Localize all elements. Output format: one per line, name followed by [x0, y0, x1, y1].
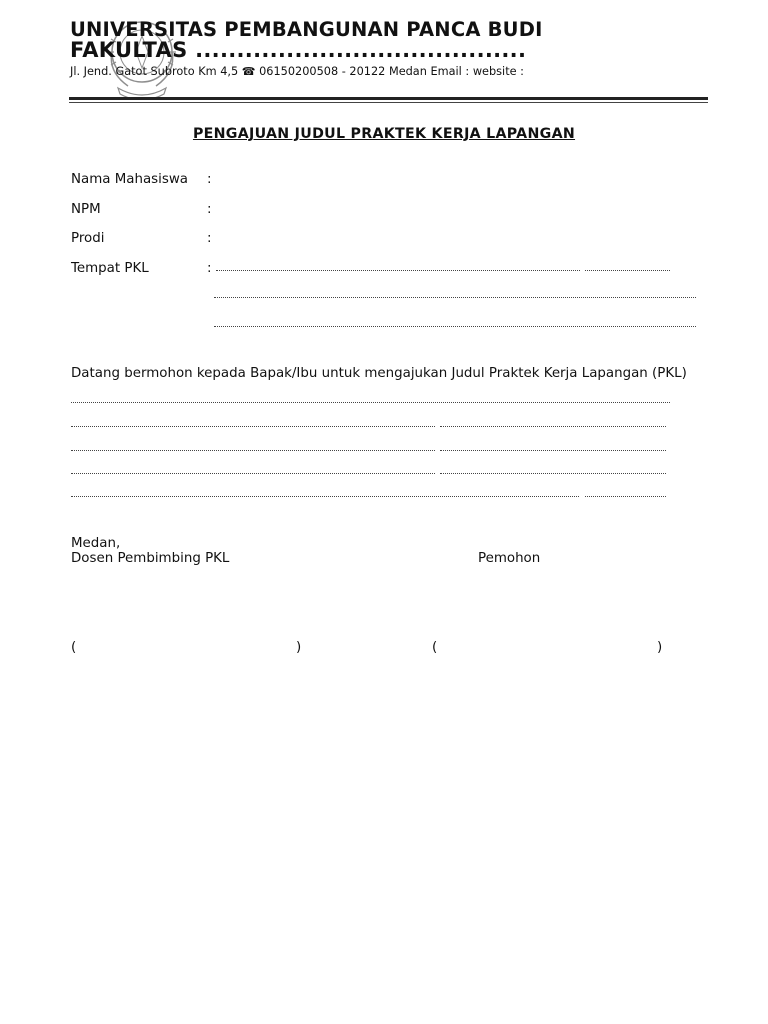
address-line	[70, 65, 524, 78]
applicant-signature-close: )	[657, 640, 663, 655]
document-title: PENGAJUAN JUDUL PRAKTEK KERJA LAPANGAN	[192, 126, 576, 142]
address-contact: 06150200508 - 20122 Medan Email : website :	[259, 65, 524, 78]
faculty-name: FAKULTAS ........................................	[70, 38, 527, 62]
request-statement: Datang bermohon kepada Bapak/Ibu untuk mengajukan Judul Praktek Kerja Lapangan (PKL)	[71, 366, 687, 381]
title-dotted-line[interactable]	[440, 426, 666, 427]
name-colon: :	[207, 172, 212, 187]
address-street: Jl. Jend. Gatot Subroto Km 4,5	[70, 65, 239, 78]
supervisor-label: Dosen Pembimbing PKL	[71, 551, 230, 566]
title-dotted-line[interactable]	[440, 473, 666, 474]
title-dotted-line[interactable]	[440, 450, 666, 451]
place-dotted-line[interactable]	[214, 297, 696, 298]
supervisor-signature-open: (	[71, 640, 77, 655]
name-label: Nama Mahasiswa	[71, 172, 189, 187]
header-divider-thick	[69, 97, 708, 100]
applicant-label: Pemohon	[478, 551, 541, 566]
place-dotted-line[interactable]	[216, 270, 580, 271]
telephone-icon: ☎	[241, 65, 256, 78]
place-label: Tempat PKL	[71, 261, 149, 276]
title-dotted-line[interactable]	[585, 496, 666, 497]
header-divider-thin	[69, 102, 708, 103]
prodi-label: Prodi	[71, 231, 105, 246]
title-dotted-line[interactable]	[71, 473, 435, 474]
place-dotted-line[interactable]	[585, 270, 670, 271]
npm-colon: :	[207, 202, 212, 217]
place-dotted-line[interactable]	[214, 326, 696, 327]
city-label: Medan,	[71, 536, 121, 551]
applicant-signature-open: (	[432, 640, 438, 655]
title-dotted-line[interactable]	[71, 402, 670, 403]
prodi-colon: :	[207, 231, 212, 246]
title-dotted-line[interactable]	[71, 496, 579, 497]
university-name: UNIVERSITAS PEMBANGUNAN PANCA BUDI	[70, 18, 543, 41]
place-colon: :	[207, 261, 212, 276]
title-dotted-line[interactable]	[71, 426, 435, 427]
title-dotted-line[interactable]	[71, 450, 435, 451]
supervisor-signature-close: )	[296, 640, 302, 655]
npm-label: NPM	[71, 202, 101, 217]
